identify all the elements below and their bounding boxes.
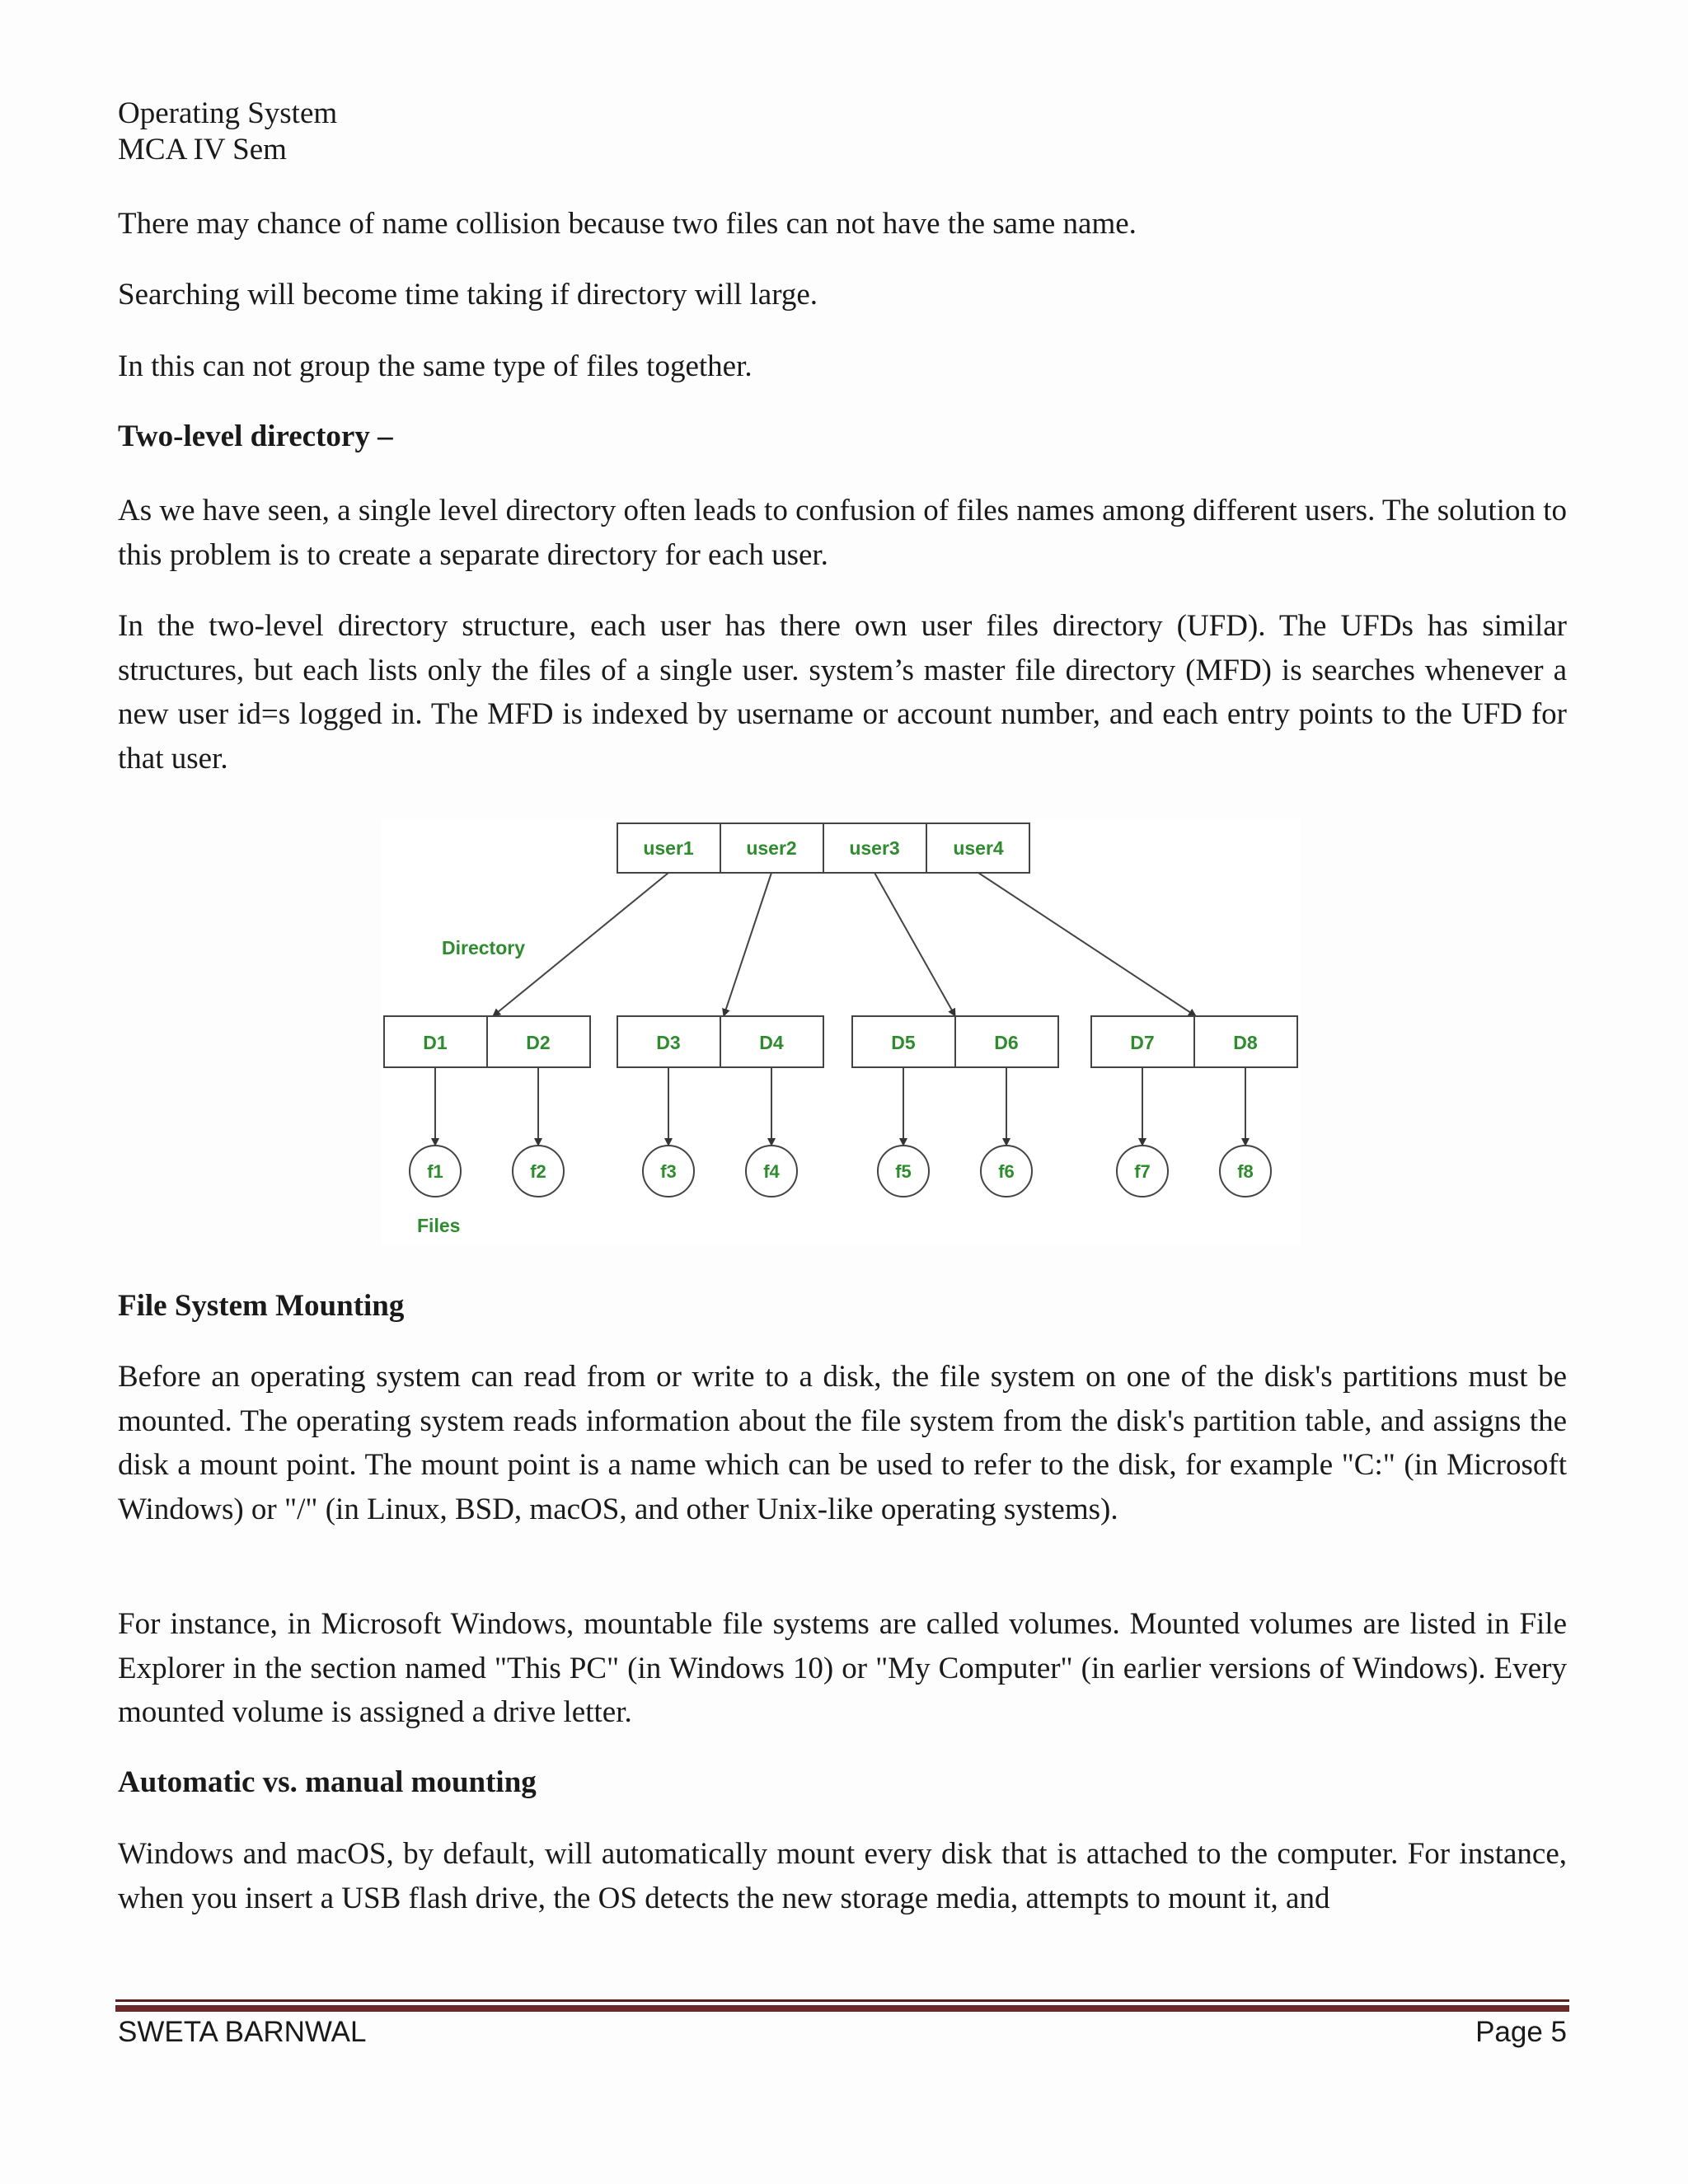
two-level-directory-diagram <box>382 818 1301 1245</box>
user1-label: user1 <box>643 837 694 859</box>
d2-label: D2 <box>526 1032 551 1053</box>
user4-label: user4 <box>953 837 1004 859</box>
heading-file-system-mounting: File System Mounting <box>118 1289 405 1323</box>
footer-page-number: Page 5 <box>1475 2016 1567 2048</box>
heading-two-level-directory: Two-level directory – <box>118 419 393 453</box>
paragraph-mounting-windows: For instance, in Microsoft Windows, mountable file systems are called volumes. Mounted volumes are listed in File Explorer in the section named "This PC" (in Windows 10) or "My Computer" (in earlier versions of Windows). Every mounted volume is assigned a drive letter. <box>118 1607 1567 1729</box>
user2-label: user2 <box>746 837 797 859</box>
arrow-user2-d4 <box>724 873 771 1016</box>
directory-label: Directory <box>442 937 525 958</box>
text-line-3: In this can not group the same type of files together. <box>118 349 753 383</box>
heading-automatic-manual-mounting: Automatic vs. manual mounting <box>118 1765 537 1799</box>
files-label: Files <box>417 1215 461 1236</box>
semester-label: MCA IV Sem <box>118 133 287 166</box>
d1-label: D1 <box>423 1032 448 1053</box>
f4-label: f4 <box>763 1161 780 1182</box>
arrow-user4-d8 <box>978 873 1196 1016</box>
user-row <box>617 823 1029 873</box>
d7-label: D7 <box>1130 1032 1155 1053</box>
paragraph-automatic-mounting: Windows and macOS, by default, will automatically mount every disk that is attached to the computer. For instance, when you insert a USB flash drive, the OS detects the new storage media, attempts to mount it, and <box>118 1837 1567 1915</box>
footer-author: SWETA BARNWAL <box>118 2016 367 2048</box>
directory-labels <box>423 1032 1258 1053</box>
d6-label: D6 <box>994 1032 1019 1053</box>
f7-label: f7 <box>1134 1161 1151 1182</box>
course-title: Operating System <box>118 96 338 130</box>
directory-row <box>384 1016 1297 1067</box>
f8-label: f8 <box>1237 1161 1254 1182</box>
paragraph-two-level-intro: As we have seen, a single level directory often leads to confusion of files names among different users. The solution to this problem is to create a separate directory for each user. <box>118 494 1567 572</box>
f6-label: f6 <box>998 1161 1015 1182</box>
f5-label: f5 <box>895 1161 912 1182</box>
d4-label: D4 <box>759 1032 784 1053</box>
paragraph-two-level-structure: In the two-level directory structure, each user has there own user files directory (UFD). The UFDs has similar structures, but each lists only the files of a single user. system’s master file directory (MFD) is searches whenever a new user id=s logged in. The MFD is indexed by username or account number, and each entry points to the UFD for that user. <box>118 609 1567 776</box>
d8-label: D8 <box>1233 1032 1258 1053</box>
arrow-user3-d5 <box>874 873 955 1016</box>
d5-label: D5 <box>891 1032 916 1053</box>
page-header <box>118 96 337 168</box>
footer-rule-thick <box>115 2005 1569 2012</box>
f1-label: f1 <box>427 1161 443 1182</box>
d3-label: D3 <box>656 1032 681 1053</box>
user-directory-arrows <box>493 873 1196 1016</box>
directory-file-arrows <box>435 1067 1245 1146</box>
text-line-2: Searching will become time taking if directory will large. <box>118 278 818 312</box>
f3-label: f3 <box>660 1161 677 1182</box>
f2-label: f2 <box>530 1161 546 1182</box>
footer-rule-thin <box>115 1999 1569 2002</box>
text-line-1: There may chance of name collision because two files can not have the same name. <box>118 207 1137 241</box>
diagram-svg <box>382 818 1301 1245</box>
paragraph-mounting-intro: Before an operating system can read from or write to a disk, the file system on one of the disk's partitions must be mounted. The operating system reads information about the file system from the disk's partition table, and assigns the disk a mount point. The mount point is a name which can be used to refer to the disk, for example "C:" (in Microsoft Windows) or "/" (in Linux, BSD, macOS, and other Unix-like operating systems). <box>118 1360 1567 1526</box>
user3-label: user3 <box>849 837 900 859</box>
